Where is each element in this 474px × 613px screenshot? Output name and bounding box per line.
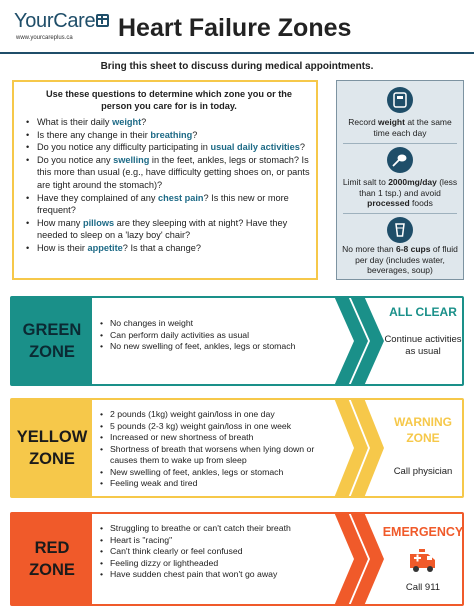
header-divider (0, 52, 474, 54)
list-item: • 2 pounds (1kg) weight gain/loss in one day (98, 409, 330, 421)
yellow-zone-action: Call physician (393, 466, 453, 477)
questions-box (12, 80, 318, 280)
list-item: • Struggling to breathe or can't catch their breath (98, 523, 330, 535)
red-zone (10, 512, 464, 606)
plus-icon (96, 14, 109, 27)
list-item: • Increased or new shortness of breath (98, 432, 330, 444)
red-zone-list (98, 523, 330, 581)
green-zone-status: ALL CLEAR (389, 305, 457, 319)
list-item: • Shortness of breath that worsens when lying down or causes them to wake up from sleep (98, 444, 330, 467)
list-item: • Can perform daily activities as usual (98, 330, 330, 342)
yellow-zone-label: YELLOW ZONE (12, 400, 92, 496)
yellow-zone (10, 398, 464, 498)
list-item: • Feeling dizzy or lightheaded (98, 558, 330, 570)
questions-heading: Use these questions to determine which zone you or the person you care for is in today. (45, 89, 293, 111)
page-title: Heart Failure Zones (118, 14, 352, 42)
list-item: • Can't think clearly or feel confused (98, 546, 330, 558)
question-item: • How is their appetite? Is that a change? (24, 242, 314, 255)
green-zone-label: GREEN ZONE (12, 298, 92, 384)
chevron-right-icon (346, 296, 386, 386)
green-zone-list (98, 318, 330, 353)
tip-salt: Limit salt to 2000mg/day (less than 1 tsp.) and avoid processed foods (342, 177, 458, 208)
list-item: • 5 pounds (2-3 kg) weight gain/loss in one week (98, 421, 330, 433)
list-item: • Feeling weak and tired (98, 478, 330, 490)
chevron-right-icon (346, 398, 386, 498)
yourcare-logo: YourCare (14, 10, 109, 33)
question-item: • Do you notice any swelling in the feet, ankles, legs or stomach? Is this more than usual (e.g., have difficulty getting shoes on, or pants are tight around the stomach)? (24, 154, 314, 192)
yellow-zone-status: WARNING ZONE (394, 415, 452, 445)
green-zone (10, 296, 464, 386)
list-item: • No changes in weight (98, 318, 330, 330)
question-item: • Have they complained of any chest pain? Is this new or more frequent? (24, 192, 314, 217)
list-item: • Heart is "racing" (98, 535, 330, 547)
intro-text: Bring this sheet to discuss during medical appointments. (100, 61, 374, 72)
red-zone-label: RED ZONE (12, 514, 92, 604)
list-item: • Have sudden chest pain that won't go away (98, 569, 330, 581)
question-item: • Do you notice any difficulty participating in usual daily activities? (24, 141, 314, 154)
ambulance-icon (408, 548, 438, 574)
question-item: • What is their daily weight? (24, 116, 314, 129)
list-item: • No new swelling of feet, ankles, legs or stomach (98, 341, 330, 353)
scale-icon (387, 87, 413, 113)
yellow-zone-list (98, 409, 330, 490)
tips-box (336, 80, 464, 280)
tip-divider (343, 143, 457, 144)
list-item: • New swelling of feet, ankles, legs or stomach (98, 467, 330, 479)
question-list (24, 116, 314, 255)
logo-url: www.yourcareplus.ca (16, 35, 73, 41)
tip-divider (343, 213, 457, 214)
cup-icon (387, 217, 413, 243)
question-item: • Is there any change in their breathing? (24, 129, 314, 142)
green-zone-action: Continue activities as usual (384, 334, 462, 357)
question-item: • How many pillows are they sleeping with at night? Have they needed to sleep on a 'lazy boy' chair? (24, 217, 314, 242)
tip-fluid: No more than 6-8 cups of fluid per day (includes water, beverages, soup) (342, 244, 458, 275)
red-zone-action: Call 911 (405, 582, 441, 593)
salt-spoon-icon (387, 147, 413, 173)
tip-weight: Record weight at the same time each day (348, 117, 452, 138)
red-zone-status: EMERGENCY (382, 525, 464, 539)
